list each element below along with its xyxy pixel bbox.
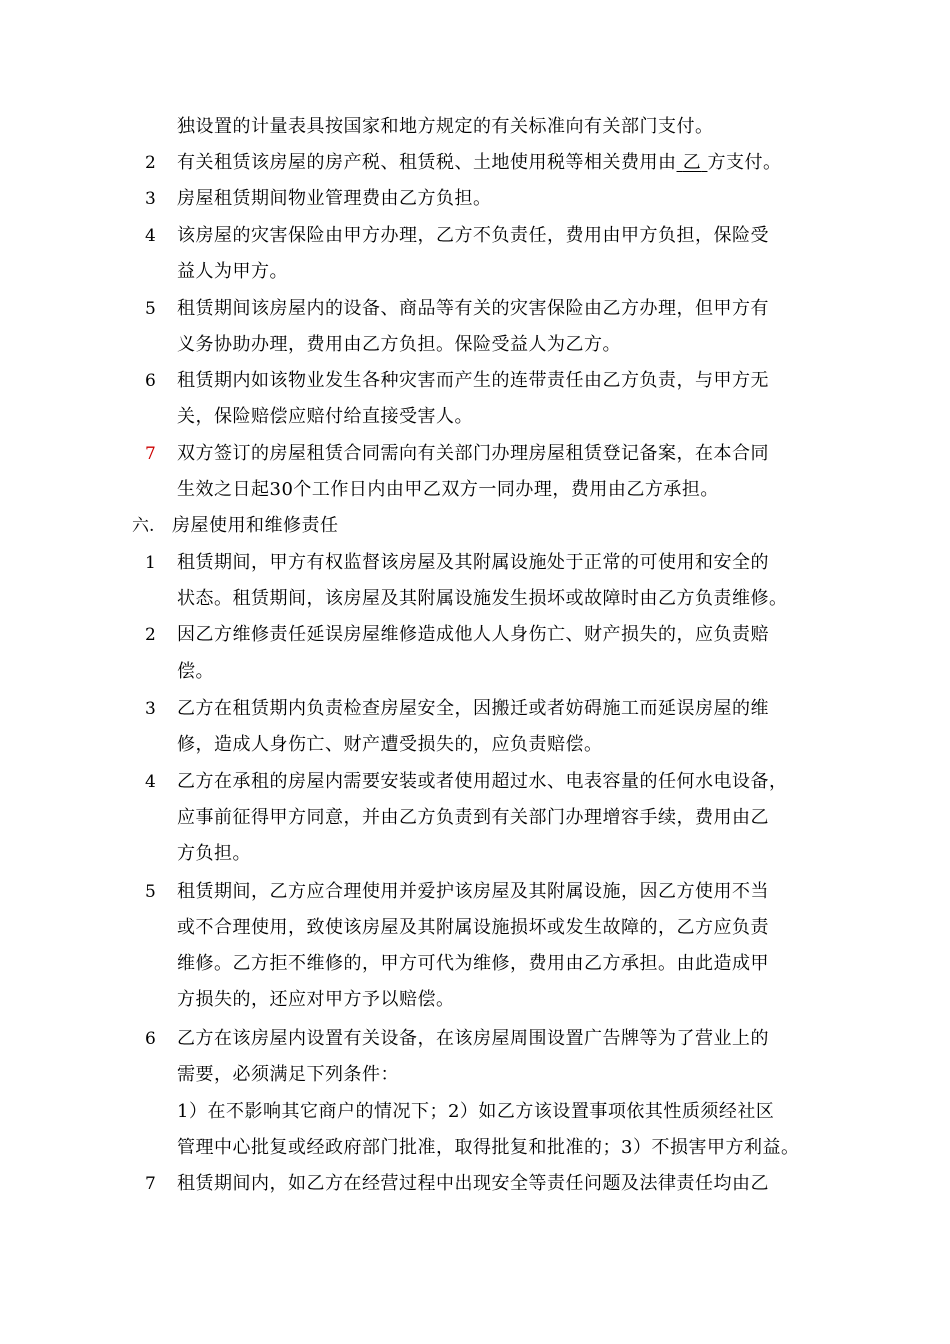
section-number: 六. (132, 516, 155, 536)
item-text: 房屋租赁期间物业管理费由乙方负担。 (177, 188, 492, 209)
item-number: 4 (145, 772, 156, 792)
item-text-part: 有关租赁该房屋的房产税、租赁税、土地使用税等相关费用由 (177, 152, 677, 173)
item-text-part: 方支付。 (707, 152, 782, 173)
item-number: 4 (145, 226, 156, 246)
continuation-line: 独设置的计量表具按国家和地方规定的有关标准向有关部门支付。 (177, 116, 714, 137)
item-text: 关，保险赔偿应赔付给直接受害人。 (177, 406, 473, 427)
item-text: 需要，必须满足下列条件： (177, 1064, 399, 1085)
item-number: 2 (145, 625, 156, 645)
item-number: 2 (145, 153, 156, 173)
item-text: 乙方在租赁期内负责检查房屋安全，因搬迁或者妨碍施工而延误房屋的维 (177, 698, 769, 719)
item-text: 租赁期间该房屋内的设备、商品等有关的灾害保险由乙方办理，但甲方有 (177, 298, 769, 319)
item-text: 义务协助办理，费用由乙方负担。保险受益人为乙方。 (177, 334, 621, 355)
item-text: 修，造成人身伤亡、财产遭受损失的，应负责赔偿。 (177, 734, 603, 755)
item-number: 5 (145, 299, 156, 319)
item-text: 或不合理使用，致使该房屋及其附属设施损坏或发生故障的，乙方应负责 (177, 917, 769, 938)
blank-value: 乙 (682, 152, 702, 173)
item-text: 益人为甲方。 (177, 261, 288, 282)
item-text: 方负担。 (177, 843, 251, 864)
underlined-blank (677, 152, 708, 173)
item-text: 方损失的，还应对甲方予以赔偿。 (177, 989, 455, 1010)
item-number: 3 (145, 189, 156, 209)
item-text: 双方签订的房屋租赁合同需向有关部门办理房屋租赁登记备案，在本合同 (177, 443, 769, 464)
item-number: 6 (145, 371, 156, 391)
item-text (177, 151, 781, 175)
item-text: 因乙方维修责任延误房屋维修造成他人人身伤亡、财产损失的，应负责赔 (177, 624, 769, 645)
item-text: 生效之日起30个工作日内由甲乙双方一同办理，费用由乙方承担。 (177, 479, 719, 500)
item-number: 6 (145, 1029, 156, 1049)
item-text: 租赁期间，甲方有权监督该房屋及其附属设施处于正常的可使用和安全的 (177, 552, 769, 573)
item-number: 7 (145, 1174, 156, 1194)
item-number: 1 (145, 553, 156, 573)
item-number: 5 (145, 882, 156, 902)
item-text: 该房屋的灾害保险由甲方办理，乙方不负责任，费用由甲方负担，保险受 (177, 225, 769, 246)
item-text: 应事前征得甲方同意，并由乙方负责到有关部门办理增容手续，费用由乙 (177, 807, 769, 828)
item-text: 偿。 (177, 661, 214, 682)
item-text: 租赁期内如该物业发生各种灾害而产生的连带责任由乙方负责，与甲方无 (177, 370, 769, 391)
item-text: 管理中心批复或经政府部门批准，取得批复和批准的；3）不损害甲方利益。 (177, 1137, 800, 1158)
item-text: 状态。租赁期间，该房屋及其附属设施发生损坏或故障时由乙方负责维修。 (177, 588, 788, 609)
section-heading: 房屋使用和维修责任 (172, 515, 339, 536)
item-text: 租赁期间，乙方应合理使用并爱护该房屋及其附属设施，因乙方使用不当 (177, 881, 769, 902)
item-text: 租赁期间内，如乙方在经营过程中出现安全等责任问题及法律责任均由乙 (177, 1173, 769, 1194)
item-text: 1）在不影响其它商户的情况下；2）如乙方该设置事项依其性质须经社区 (177, 1101, 775, 1122)
item-text: 乙方在承租的房屋内需要安装或者使用超过水、电表容量的任何水电设备， (177, 771, 788, 792)
item-number-highlighted: 7 (145, 444, 156, 464)
item-number: 3 (145, 699, 156, 719)
item-text: 维修。乙方拒不维修的，甲方可代为维修，费用由乙方承担。由此造成甲 (177, 953, 769, 974)
item-text: 乙方在该房屋内设置有关设备，在该房屋周围设置广告牌等为了营业上的 (177, 1028, 769, 1049)
